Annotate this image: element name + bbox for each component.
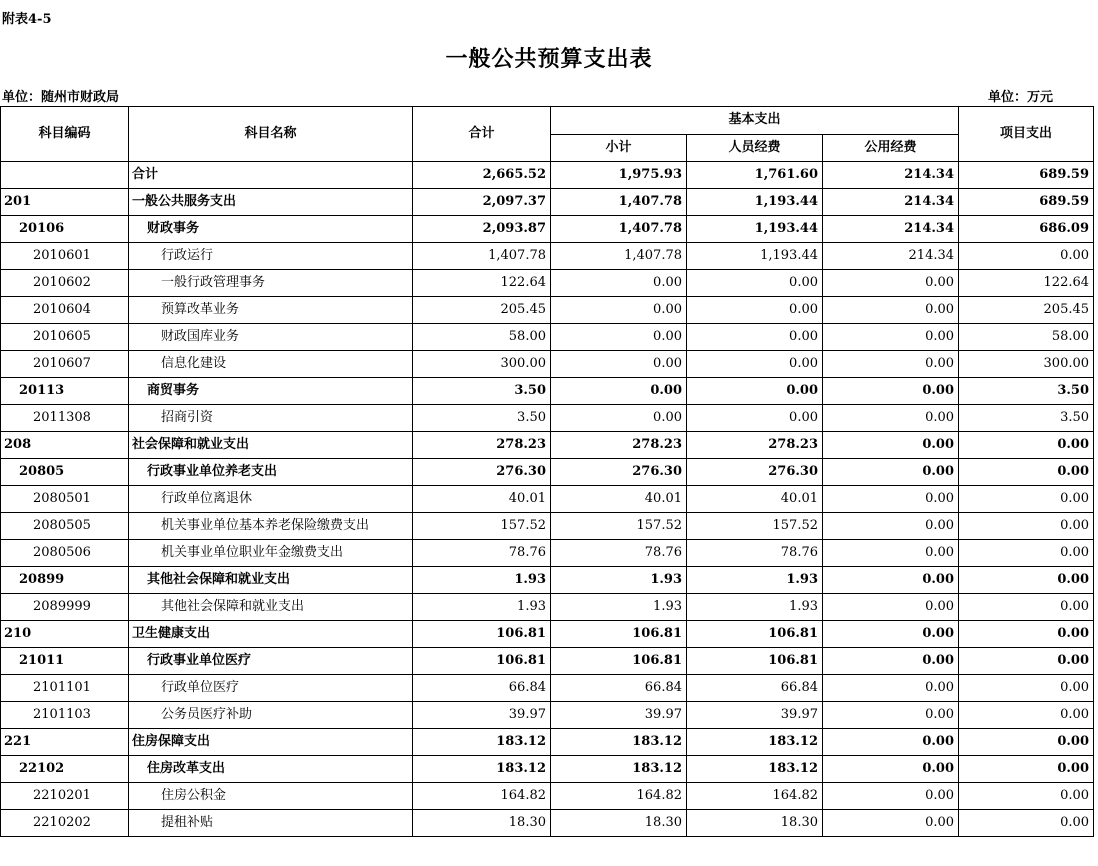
- cell-project: 0.00: [959, 756, 1094, 783]
- cell-personnel: 39.97: [687, 702, 823, 729]
- cell-code: 2010601: [1, 243, 129, 270]
- cell-total: 205.45: [413, 297, 551, 324]
- cell-subtotal: 276.30: [551, 459, 687, 486]
- cell-personnel: 278.23: [687, 432, 823, 459]
- table-row: [1, 621, 1094, 648]
- cell-project: 0.00: [959, 540, 1094, 567]
- cell-public: 0.00: [823, 405, 959, 432]
- cell-personnel: 1,193.44: [687, 189, 823, 216]
- cell-name: 预算改革业务: [129, 297, 413, 324]
- cell-name: 行政事业单位医疗: [129, 648, 413, 675]
- cell-name: 公务员医疗补助: [129, 702, 413, 729]
- cell-public: 0.00: [823, 378, 959, 405]
- cell-name: 机关事业单位职业年金缴费支出: [129, 540, 413, 567]
- cell-subtotal: 0.00: [551, 270, 687, 297]
- cell-personnel: 106.81: [687, 648, 823, 675]
- cell-name: 其他社会保障和就业支出: [129, 567, 413, 594]
- annex-label: 附表4-5: [2, 12, 52, 27]
- cell-code: 20805: [1, 459, 129, 486]
- cell-name: 住房保障支出: [129, 729, 413, 756]
- cell-subtotal: 183.12: [551, 729, 687, 756]
- cell-public: 0.00: [823, 783, 959, 810]
- cell-code: 2010605: [1, 324, 129, 351]
- cell-name: 信息化建设: [129, 351, 413, 378]
- cell-public: 0.00: [823, 351, 959, 378]
- cell-total: 183.12: [413, 729, 551, 756]
- cell-personnel: 40.01: [687, 486, 823, 513]
- cell-personnel: 164.82: [687, 783, 823, 810]
- cell-public: 0.00: [823, 702, 959, 729]
- table-row: [1, 702, 1094, 729]
- cell-subtotal: 66.84: [551, 675, 687, 702]
- table-row: [1, 216, 1094, 243]
- header-public: 公用经费: [823, 134, 959, 162]
- cell-subtotal: 1,407.78: [551, 189, 687, 216]
- cell-total: 164.82: [413, 783, 551, 810]
- cell-personnel: 1,761.60: [687, 162, 823, 189]
- cell-subtotal: 1,975.93: [551, 162, 687, 189]
- cell-total: 300.00: [413, 351, 551, 378]
- cell-code: 2210201: [1, 783, 129, 810]
- cell-project: 0.00: [959, 567, 1094, 594]
- cell-total: 1.93: [413, 594, 551, 621]
- cell-name: 住房公积金: [129, 783, 413, 810]
- cell-code: 201: [1, 189, 129, 216]
- cell-subtotal: 78.76: [551, 540, 687, 567]
- cell-personnel: 0.00: [687, 378, 823, 405]
- cell-public: 0.00: [823, 675, 959, 702]
- cell-project: 0.00: [959, 459, 1094, 486]
- cell-public: 0.00: [823, 621, 959, 648]
- cell-code: 2101103: [1, 702, 129, 729]
- cell-project: 3.50: [959, 378, 1094, 405]
- cell-personnel: 0.00: [687, 405, 823, 432]
- cell-name: 财政国库业务: [129, 324, 413, 351]
- cell-name: 机关事业单位基本养老保险缴费支出: [129, 513, 413, 540]
- cell-subtotal: 18.30: [551, 810, 687, 837]
- cell-name: 一般公共服务支出: [129, 189, 413, 216]
- cell-name: 社会保障和就业支出: [129, 432, 413, 459]
- cell-total: 66.84: [413, 675, 551, 702]
- cell-project: 205.45: [959, 297, 1094, 324]
- cell-subtotal: 1.93: [551, 594, 687, 621]
- cell-personnel: 18.30: [687, 810, 823, 837]
- table-row: [1, 432, 1094, 459]
- cell-code: 20106: [1, 216, 129, 243]
- cell-public: 0.00: [823, 594, 959, 621]
- cell-public: 214.34: [823, 189, 959, 216]
- cell-code: 2210202: [1, 810, 129, 837]
- cell-name: 其他社会保障和就业支出: [129, 594, 413, 621]
- cell-public: 0.00: [823, 297, 959, 324]
- cell-code: 20899: [1, 567, 129, 594]
- cell-personnel: 183.12: [687, 729, 823, 756]
- cell-subtotal: 1,407.78: [551, 243, 687, 270]
- table-row: [1, 270, 1094, 297]
- header-project: 项目支出: [959, 107, 1094, 162]
- cell-code: 2080501: [1, 486, 129, 513]
- cell-total: 3.50: [413, 405, 551, 432]
- table-row: [1, 810, 1094, 837]
- cell-public: 0.00: [823, 432, 959, 459]
- table-row: [1, 648, 1094, 675]
- cell-subtotal: 106.81: [551, 621, 687, 648]
- cell-personnel: 0.00: [687, 324, 823, 351]
- cell-project: 0.00: [959, 513, 1094, 540]
- unit-right: 单位：万元: [988, 90, 1054, 105]
- cell-personnel: 78.76: [687, 540, 823, 567]
- cell-project: 0.00: [959, 594, 1094, 621]
- table-row: [1, 297, 1094, 324]
- cell-code: [1, 162, 129, 189]
- cell-total: 2,097.37: [413, 189, 551, 216]
- cell-code: 2080506: [1, 540, 129, 567]
- header-subtotal: 小计: [551, 134, 687, 162]
- cell-total: 106.81: [413, 648, 551, 675]
- table-row: [1, 351, 1094, 378]
- cell-project: 122.64: [959, 270, 1094, 297]
- table-row: [1, 162, 1094, 189]
- cell-personnel: 276.30: [687, 459, 823, 486]
- cell-project: 686.09: [959, 216, 1094, 243]
- cell-total: 40.01: [413, 486, 551, 513]
- cell-subtotal: 0.00: [551, 324, 687, 351]
- cell-public: 0.00: [823, 567, 959, 594]
- cell-subtotal: 164.82: [551, 783, 687, 810]
- header-name: 科目名称: [129, 107, 413, 162]
- cell-personnel: 1.93: [687, 594, 823, 621]
- header-code: 科目编码: [1, 107, 129, 162]
- cell-code: 20113: [1, 378, 129, 405]
- cell-total: 157.52: [413, 513, 551, 540]
- cell-code: 21011: [1, 648, 129, 675]
- cell-name: 行政事业单位养老支出: [129, 459, 413, 486]
- table-row: [1, 567, 1094, 594]
- cell-project: 689.59: [959, 162, 1094, 189]
- cell-project: 0.00: [959, 783, 1094, 810]
- cell-subtotal: 157.52: [551, 513, 687, 540]
- cell-project: 300.00: [959, 351, 1094, 378]
- cell-personnel: 1.93: [687, 567, 823, 594]
- cell-personnel: 183.12: [687, 756, 823, 783]
- cell-total: 39.97: [413, 702, 551, 729]
- cell-subtotal: 0.00: [551, 405, 687, 432]
- cell-public: 0.00: [823, 513, 959, 540]
- cell-name: 提租补贴: [129, 810, 413, 837]
- cell-public: 214.34: [823, 162, 959, 189]
- cell-project: 0.00: [959, 648, 1094, 675]
- cell-subtotal: 278.23: [551, 432, 687, 459]
- cell-project: 0.00: [959, 702, 1094, 729]
- cell-public: 214.34: [823, 216, 959, 243]
- cell-project: 0.00: [959, 810, 1094, 837]
- cell-project: 0.00: [959, 243, 1094, 270]
- cell-name: 住房改革支出: [129, 756, 413, 783]
- cell-name: 行政运行: [129, 243, 413, 270]
- cell-total: 18.30: [413, 810, 551, 837]
- cell-name: 财政事务: [129, 216, 413, 243]
- cell-name: 卫生健康支出: [129, 621, 413, 648]
- cell-total: 3.50: [413, 378, 551, 405]
- header-personnel: 人员经费: [687, 134, 823, 162]
- cell-code: 210: [1, 621, 129, 648]
- cell-personnel: 0.00: [687, 351, 823, 378]
- cell-public: 0.00: [823, 270, 959, 297]
- cell-personnel: 157.52: [687, 513, 823, 540]
- table-row: [1, 459, 1094, 486]
- cell-total: 2,093.87: [413, 216, 551, 243]
- page-title: 一般公共预算支出表: [445, 46, 653, 72]
- cell-public: 0.00: [823, 459, 959, 486]
- cell-total: 1.93: [413, 567, 551, 594]
- table-row: [1, 756, 1094, 783]
- cell-personnel: 1,193.44: [687, 243, 823, 270]
- cell-subtotal: 39.97: [551, 702, 687, 729]
- cell-subtotal: 0.00: [551, 378, 687, 405]
- cell-subtotal: 40.01: [551, 486, 687, 513]
- cell-total: 183.12: [413, 756, 551, 783]
- cell-project: 0.00: [959, 621, 1094, 648]
- cell-project: 0.00: [959, 486, 1094, 513]
- cell-name: 商贸事务: [129, 378, 413, 405]
- table-row: [1, 783, 1094, 810]
- cell-personnel: 106.81: [687, 621, 823, 648]
- cell-personnel: 1,193.44: [687, 216, 823, 243]
- table-row: [1, 189, 1094, 216]
- table-row: [1, 405, 1094, 432]
- cell-code: 2010602: [1, 270, 129, 297]
- cell-total: 78.76: [413, 540, 551, 567]
- cell-name: 招商引资: [129, 405, 413, 432]
- cell-total: 276.30: [413, 459, 551, 486]
- cell-project: 3.50: [959, 405, 1094, 432]
- cell-total: 58.00: [413, 324, 551, 351]
- table-row: [1, 378, 1094, 405]
- cell-project: 689.59: [959, 189, 1094, 216]
- cell-personnel: 0.00: [687, 297, 823, 324]
- cell-public: 0.00: [823, 756, 959, 783]
- cell-public: 0.00: [823, 486, 959, 513]
- cell-total: 278.23: [413, 432, 551, 459]
- table-row: [1, 594, 1094, 621]
- cell-code: 208: [1, 432, 129, 459]
- unit-left: 单位：随州市财政局: [2, 90, 120, 105]
- cell-project: 0.00: [959, 432, 1094, 459]
- cell-project: 0.00: [959, 729, 1094, 756]
- cell-subtotal: 0.00: [551, 351, 687, 378]
- cell-code: 2010607: [1, 351, 129, 378]
- cell-code: 2089999: [1, 594, 129, 621]
- cell-total: 2,665.52: [413, 162, 551, 189]
- cell-code: 2101101: [1, 675, 129, 702]
- table-row: [1, 486, 1094, 513]
- cell-code: 2010604: [1, 297, 129, 324]
- cell-public: 0.00: [823, 648, 959, 675]
- table-row: [1, 243, 1094, 270]
- cell-public: 0.00: [823, 729, 959, 756]
- cell-public: 0.00: [823, 810, 959, 837]
- cell-public: 214.34: [823, 243, 959, 270]
- cell-code: 2080505: [1, 513, 129, 540]
- cell-public: 0.00: [823, 324, 959, 351]
- table-row: [1, 540, 1094, 567]
- cell-code: 22102: [1, 756, 129, 783]
- cell-public: 0.00: [823, 540, 959, 567]
- cell-personnel: 0.00: [687, 270, 823, 297]
- header-total: 合计: [413, 107, 551, 162]
- table-row: [1, 729, 1094, 756]
- table-header: [1, 107, 1094, 162]
- cell-subtotal: 1.93: [551, 567, 687, 594]
- cell-total: 1,407.78: [413, 243, 551, 270]
- cell-code: 221: [1, 729, 129, 756]
- cell-project: 58.00: [959, 324, 1094, 351]
- cell-project: 0.00: [959, 675, 1094, 702]
- table-body: [1, 162, 1094, 837]
- cell-subtotal: 106.81: [551, 648, 687, 675]
- table-row: [1, 675, 1094, 702]
- cell-subtotal: 183.12: [551, 756, 687, 783]
- table-row: [1, 324, 1094, 351]
- cell-total: 122.64: [413, 270, 551, 297]
- budget-table: [0, 106, 1094, 837]
- cell-name: 行政单位离退休: [129, 486, 413, 513]
- cell-name: 行政单位医疗: [129, 675, 413, 702]
- cell-total: 106.81: [413, 621, 551, 648]
- cell-name: 合计: [129, 162, 413, 189]
- cell-name: 一般行政管理事务: [129, 270, 413, 297]
- cell-code: 2011308: [1, 405, 129, 432]
- cell-subtotal: 0.00: [551, 297, 687, 324]
- cell-personnel: 66.84: [687, 675, 823, 702]
- cell-subtotal: 1,407.78: [551, 216, 687, 243]
- table-row: [1, 513, 1094, 540]
- header-basic: 基本支出: [551, 107, 959, 135]
